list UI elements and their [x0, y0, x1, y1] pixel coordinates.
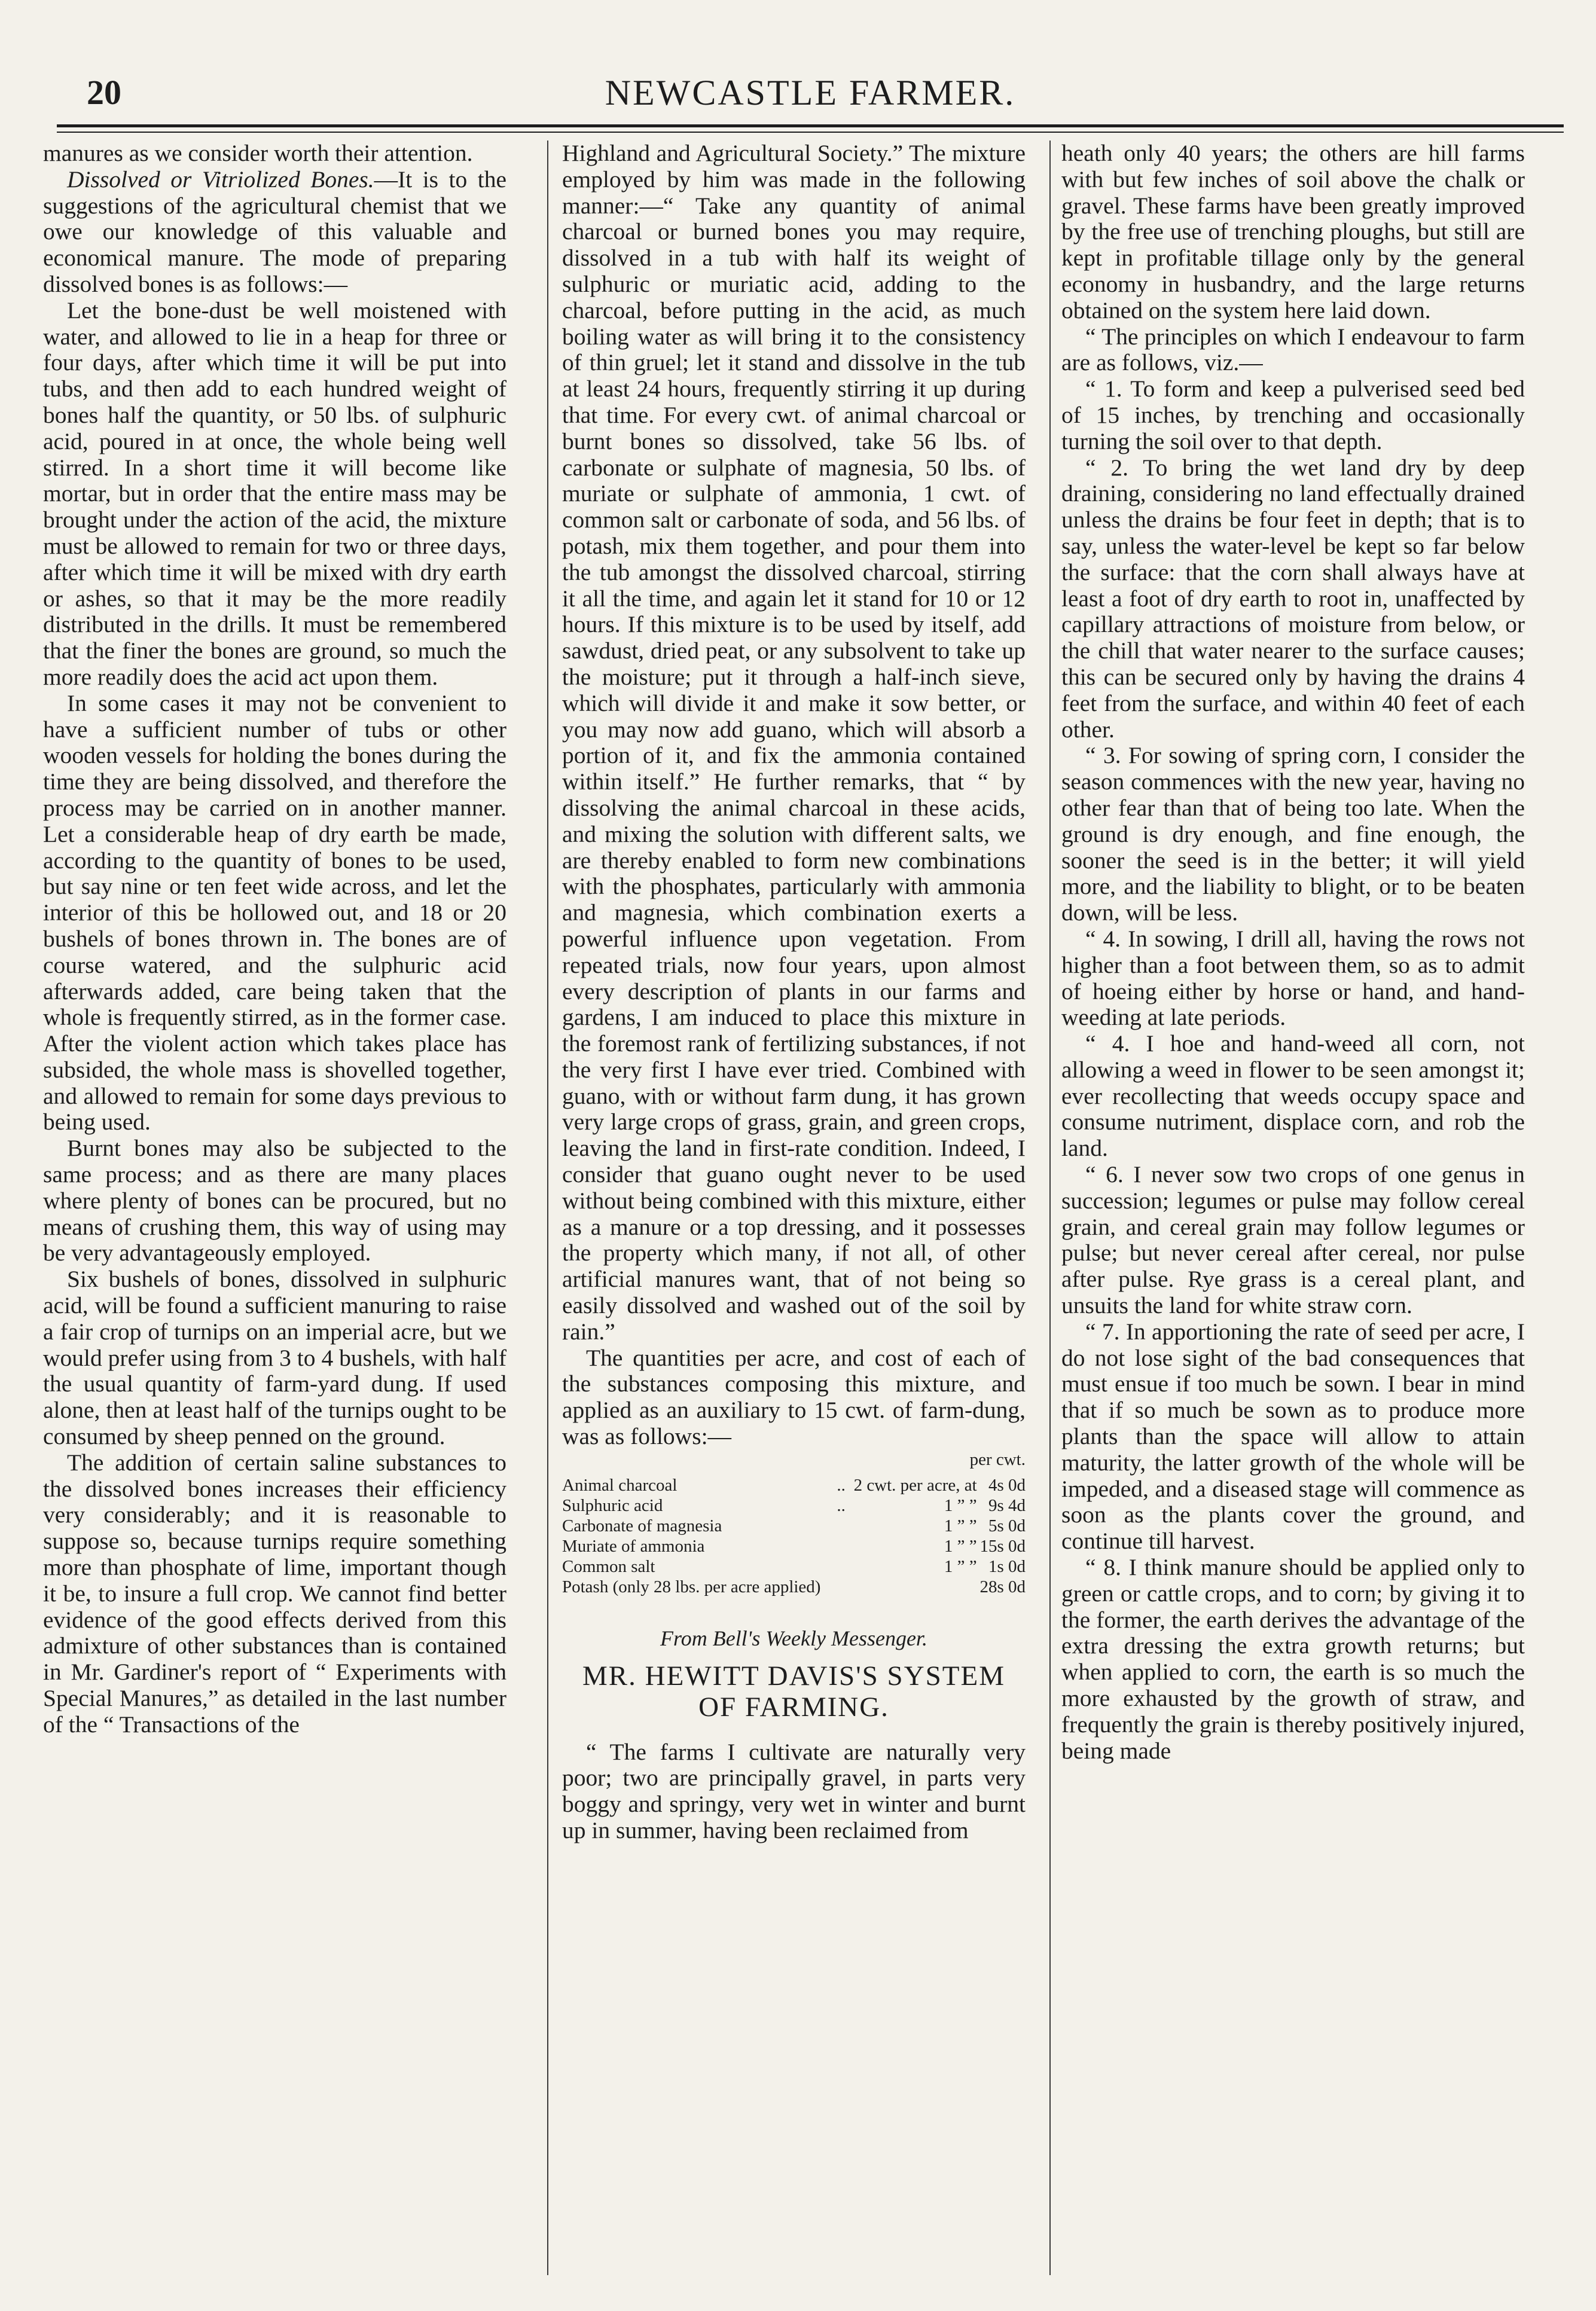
paragraph: The quantities per acre, and cost of each of the substances composing this mixture, and applied as an auxiliary to 15 cwt. of farm-dung, was as follows:— — [562, 1344, 1026, 1450]
paragraph: “ 2. To bring the wet land dry by deep draining, considering no land effectually drained unless the drains be four feet in depth; that is to say, unless the water-level be kept so far below the surface: that the corn shall always have at least a foot of dry earth to root in, unaffected by capillary attractions of moisture from below, or the chill that water nearer to the surface causes; this can be secured only by having the drains 4 feet from the surface, and within 40 feet of each other. — [1061, 454, 1525, 743]
page-number: 20 — [87, 73, 121, 112]
quantity-cell: 1 ” ” — [944, 1495, 977, 1515]
leader-cell — [837, 1556, 846, 1577]
paragraph: “ 4. I hoe and hand-weed all corn, not allowing a weed in flower to be seen amongst it; ever recollecting that weeds occupy space and consume nutriment, displace corn, and rob the land. — [1061, 1030, 1525, 1162]
leader-cell — [837, 1536, 846, 1556]
paragraph: “ 4. In sowing, I drill all, having the rows not higher than a foot between them, so as to admit of hoeing either by horse or hand, and hand-weeding at late periods. — [1061, 925, 1525, 1031]
paragraph: The addition of certain saline substances to the dissolved bones increases their efficiency very considerably; and it is reasonable to suppose so, because turnips require something more than phosphate of lime, important though it be, to insure a full crop. We cannot find better evidence of the good effects derived from this admixture of other substances than is contained in Mr. Gardiner's report of “ Experiments with Special Manures,” as detailed in the last number of the “ Transactions of the — [43, 1449, 506, 1738]
cost-table-row — [562, 1516, 1026, 1536]
substance-cell: Common salt — [562, 1556, 655, 1576]
cost-cell: 4s 0d — [988, 1475, 1026, 1495]
paragraph: “ 7. In apportioning the rate of seed per acre, I do not lose sight of the bad consequences that must ensue if too much be sown. I bear in mind that if so much be sown as to produce more plants than the space will allow to attain maturity, the latter growth of the whole will be impeded, and a diseased stage will commence as soon as the plants cover the ground, and continue till harvest. — [1061, 1318, 1525, 1555]
paragraph: “ 3. For sowing of spring corn, I consider the season commences with the new year, having no other fear than that of being too late. When the ground is dry enough, and fine enough, the sooner the seed is in the better; it will yield more, and the liability to blight, or to be beaten down, will be less. — [1061, 742, 1525, 926]
quantity-cell: 1 ” ” — [944, 1556, 977, 1576]
substance-cell: Animal charcoal — [562, 1475, 678, 1495]
quantity-cell: 1 ” ” — [944, 1516, 977, 1535]
cost-cell: 5s 0d — [988, 1516, 1026, 1535]
cost-table-row — [562, 1475, 1026, 1495]
column-1 — [43, 141, 506, 1738]
page-header — [57, 72, 1564, 138]
quantity-cell: 1 ” ” — [944, 1536, 977, 1556]
paragraph: manures as we consider worth their attention. — [43, 140, 473, 166]
running-title: NEWCASTLE FARMER. — [605, 73, 1016, 112]
cost-table-row — [562, 1577, 1026, 1597]
cost-table-header: per cwt. — [969, 1449, 1026, 1469]
paragraph: Let the bone-dust be well moistened with water, and allowed to lie in a heap for three or four days, after which time it will be put into tubs, and then add to each hundred weight of bones half the quantity, or 50 lbs. of sulphuric acid, poured in at once, the whole being well stirred. In a short time it will become like mortar, but in order that the entire mass may be brought under the action of the acid, the mixture must be allowed to remain for two or three days, after which time it will be mixed with dry earth or ashes, so that it may be the more readily distributed in the drills. It must be remembered that the finer the bones are ground, so much the more readily does the acid act upon them. — [43, 297, 506, 690]
column-3 — [1061, 141, 1525, 1764]
substance-cell: Carbonate of magnesia — [562, 1516, 722, 1535]
column-2 — [562, 141, 1026, 1844]
paragraph — [43, 167, 506, 298]
header-rule-thick — [57, 124, 1564, 127]
paragraph: “ 8. I think manure should be applied only to green or cattle crops, and to corn; by giving it to the former, the earth derives the advantage of the extra dressing the extra growth returns; but when applied to corn, the earth is so much the more exhausted by the growth of straw, and frequently the grain is thereby positively injured, being made — [1061, 1554, 1525, 1764]
leader-cell — [837, 1516, 846, 1536]
cost-table-row — [562, 1495, 1026, 1516]
leader-cell: .. — [837, 1475, 846, 1495]
paragraph: “ The farms I cultivate are naturally very poor; two are principally gravel, in parts very boggy and springy, very wet in winter and burnt up in summer, having been reclaimed from — [562, 1738, 1026, 1844]
leader-cell — [837, 1577, 846, 1597]
substance-cell: Sulphuric acid — [562, 1495, 663, 1515]
paragraph: Six bushels of bones, dissolved in sulphuric acid, will be found a sufficient manuring to raise a fair crop of turnips on an imperial acre, but we would prefer using from 3 to 4 bushels, with half the usual quantity of farm-yard dung. If used alone, then at least half of the turnips ought to be consumed by sheep penned on the ground. — [43, 1266, 506, 1450]
quantity-cell: 2 cwt. per acre, at — [853, 1475, 977, 1495]
cost-cell: 9s 4d — [988, 1495, 1026, 1515]
paragraph: Burnt bones may also be subjected to the same process; and as there are many places where plenty of bones can be procured, but no means of crushing them, this way of using may be very advantageously employed. — [43, 1135, 506, 1266]
substance-cell: Potash (only 28 lbs. per acre applied) — [562, 1577, 821, 1596]
substance-cell: Muriate of ammonia — [562, 1536, 705, 1556]
quantity-cell — [846, 1577, 977, 1597]
paragraph-text: —It is to the suggestions of the agricultural chemist that we owe our knowledge of this valuable and economical manure. The mode of preparing dissolved bones is as follows:— — [43, 166, 506, 297]
paragraph: heath only 40 years; the others are hill farms with but few inches of soil above the chalk or gravel. These farms have been greatly improved by the free use of trenching ploughs, but still are kept in profitable tillage only by the general economy in husbandry, and the large returns obtained on the system here laid down. — [1061, 140, 1525, 323]
source-credit: From Bell's Weekly Messenger. — [660, 1626, 927, 1650]
paragraph: “ The principles on which I endeavour to farm are as follows, viz.— — [1061, 323, 1525, 376]
paragraph: “ 6. I never sow two crops of one genus in succession; legumes or pulse may follow cereal grain, and cereal grain may follow legumes or pulse; but never cereal after cereal, nor pulse after pulse. Rye grass is a cereal plant, and unsuits the land for white straw corn. — [1061, 1161, 1525, 1319]
header-rule-thin — [57, 132, 1564, 133]
cost-table-row — [562, 1556, 1026, 1577]
paragraph: “ 1. To form and keep a pulverised seed bed of 15 inches, by trenching and occasionally turning the soil over to that depth. — [1061, 376, 1525, 454]
leader-cell: .. — [837, 1495, 846, 1515]
paragraph: Highland and Agricultural Society.” The mixture employed by him was made in the following manner:—“ Take any quantity of animal charcoal or burned bones you may require, dissolved in a tub with half its weight of sulphuric or muriatic acid, adding to the charcoal, before putting in the acid, as much boiling water as will bring it to the consistency of thin gruel; let it stand and dissolve in the tub at least 24 hours, frequently stirring it up during that time. For every cwt. of animal charcoal or burnt bones so dissolved, take 56 lbs. of carbonate or sulphate of magnesia, 50 lbs. of muriate or sulphate of ammonia, 1 cwt. of common salt or carbonate of soda, and 56 lbs. of potash, mix them together, and pour them into the tub amongst the dissolved charcoal, stirring it all the time, and again let it stand for 10 or 12 hours. If this mixture is to be used by itself, add sawdust, dried peat, or any subsolvent to take up the moisture; put it through a half-inch sieve, which will divide it and make it sow better, or you may now add guano, which will absorb a portion of it, and fix the ammonia contained within itself.” He further remarks, that “ by dissolving the animal charcoal in these acids, and mixing the solution with different salts, we are thereby enabled to form new combinations with the phosphates, particularly with ammonia and magnesia, which combination exerts a powerful influence upon vegetation. From repeated trials, now four years, upon almost every description of plants in our farms and gardens, I am induced to place this mixture in the foremost rank of fertilizing substances, if not the very first I have ever tried. Combined with guano, with or without farm dung, it has grown very large crops of grass, grain, and green crops, leaving the land in first-rate condition. Indeed, I consider that guano ought never to be used without being combined with this mixture, either as a manure or a top dressing, and it possesses the property which many, if not all, of other artificial manures want, that of not being so easily dissolved and washed out of the soil by rain.” — [562, 140, 1026, 1345]
column-divider-1 — [547, 141, 548, 2275]
section-heading: Dissolved or Vitriolized Bones. — [67, 166, 374, 193]
cost-cell: 1s 0d — [988, 1556, 1026, 1576]
cost-cell: 15s 0d — [979, 1536, 1026, 1556]
cost-table-row — [562, 1536, 1026, 1556]
cost-cell: 28s 0d — [979, 1577, 1026, 1596]
cost-table — [562, 1475, 1026, 1597]
article-title: MR. HEWITT DAVIS'S SYSTEM OF FARMING. — [582, 1660, 1005, 1723]
column-divider-2 — [1049, 141, 1051, 2275]
paragraph: In some cases it may not be convenient to have a sufficient number of tubs or other wooden vessels for holding the bones during the time they are being dissolved, and therefore the process may be carried on in another manner. Let a considerable heap of dry earth be made, according to the quantity of bones to be used, but say nine or ten feet wide across, and let the interior of this be hollowed out, and 18 or 20 bushels of bones thrown in. The bones are of course watered, and the sulphuric acid afterwards added, care being taken that the whole is frequently stirred, as in the former case. After the violent action which takes place has subsided, the whole mass is shovelled together, and allowed to remain for some days previous to being used. — [43, 689, 506, 1135]
